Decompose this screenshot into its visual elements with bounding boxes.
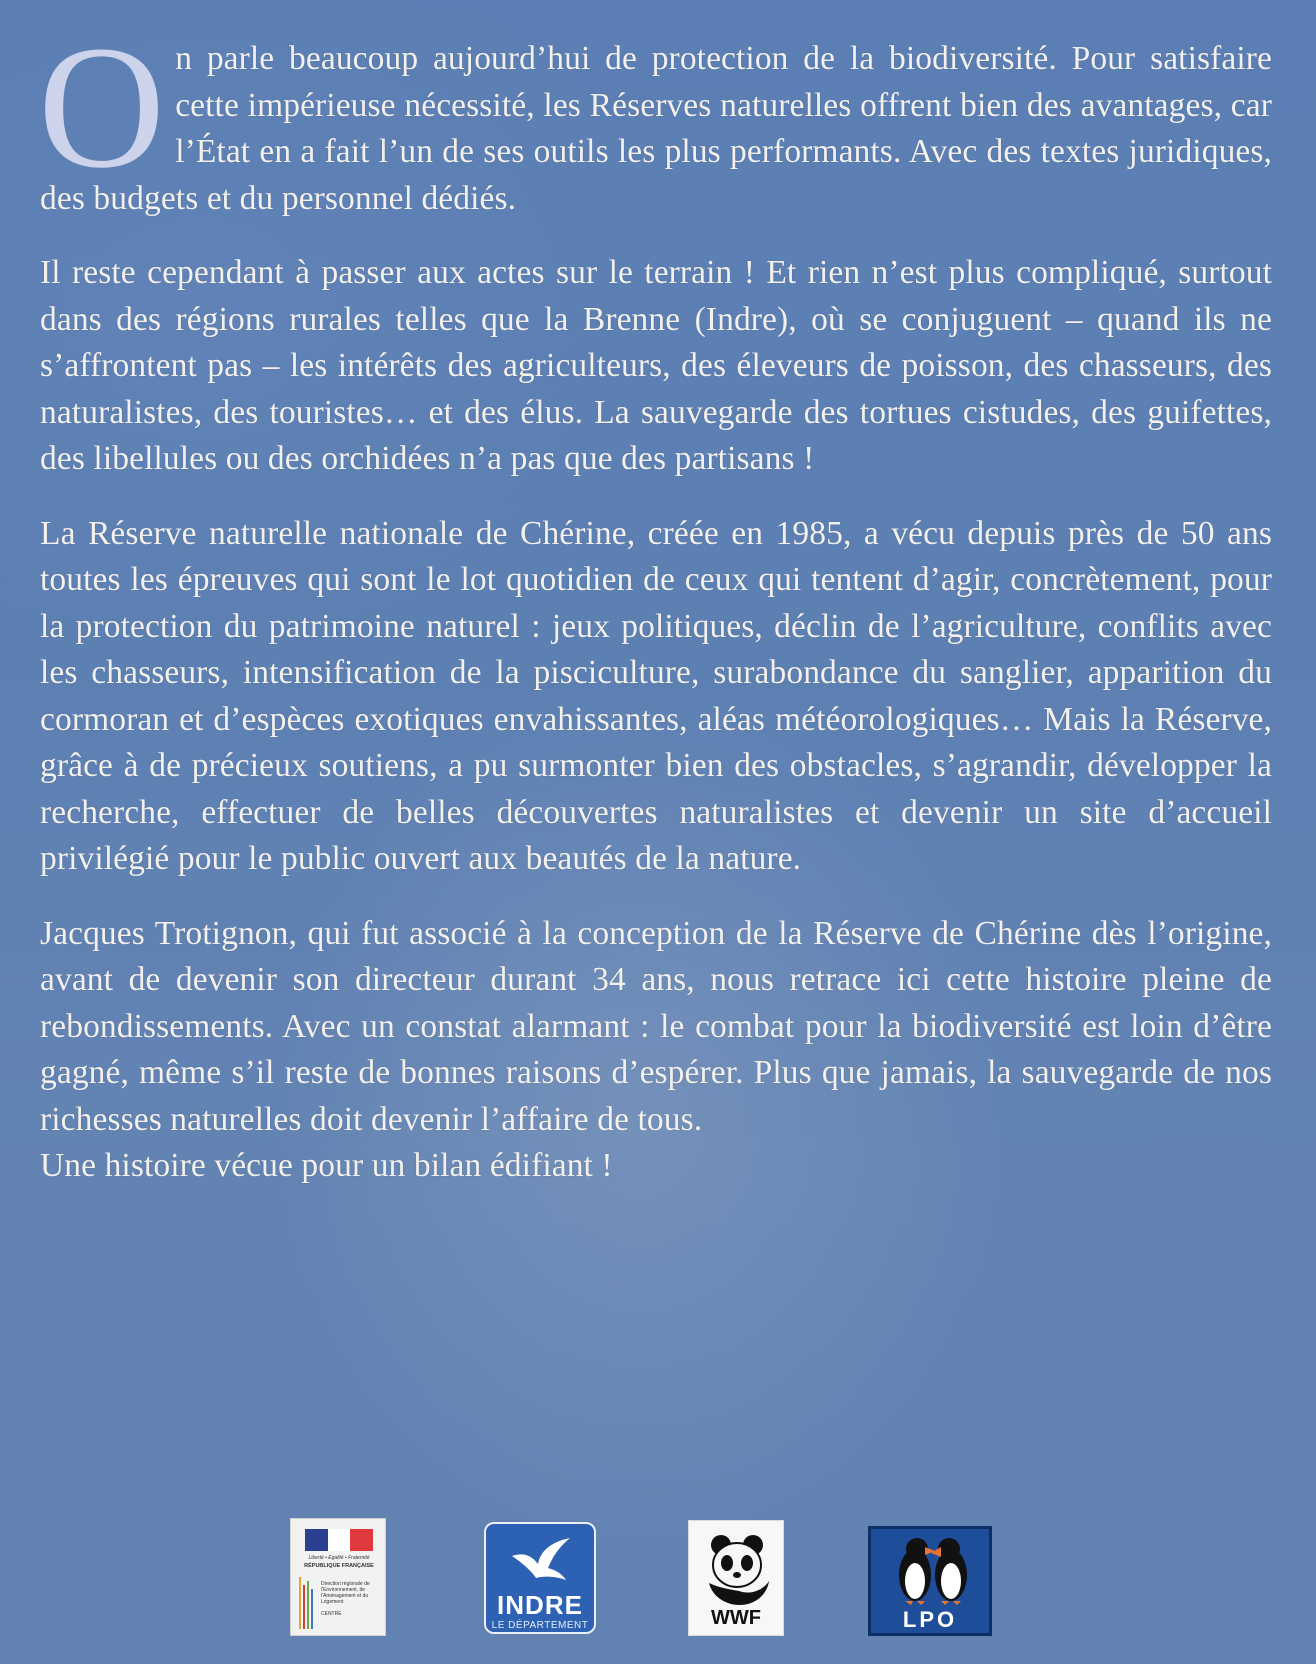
- back-cover-text: [38, 10, 1272, 1190]
- paragraph-spacer: [40, 483, 1272, 511]
- wwf-text: WWF: [711, 1607, 761, 1629]
- paragraph-intro: [38, 10, 1272, 222]
- bird-icon: [506, 1534, 576, 1586]
- indre-name: INDRE: [497, 1590, 583, 1620]
- rf-description: Direction régionale de l'Environnement, de l'Aménagement et du Logement CENTRE: [321, 1581, 370, 1617]
- french-flag-icon: [305, 1529, 373, 1551]
- drop-cap: O: [38, 10, 166, 205]
- indre-subtitle: LE DÉPARTEMENT: [491, 1620, 589, 1631]
- paragraph-spacer: [40, 222, 1272, 250]
- paragraph-reserve: La Réserve naturelle nationale de Chérine, créée en 1985, a vécu depuis près de 50 ans toutes les épreuves qui sont le lot quotidien de ceux qui tentent d’agir, concrètement, pour la protection du patrimoine naturel : jeux politiques, déclin de l’agriculture, conflits avec les chasseurs, intensification de la pisciculture, surabondance du sanglier, apparition du cormoran et d’espèces exotiques envahissantes, aléas météorologiques… Mais la Réserve, grâce à de précieux soutiens, a pu surmonter bien des obstacles, s’agrandir, développer la recherche, effectuer de belles découvertes naturalistes et devenir un site d’accueil privilégié pour le public ouvert aux beautés de la nature.: [40, 514, 1272, 877]
- paragraph-intro-text: n parle beaucoup aujourd’hui de protection de la biodiversité. Pour satisfaire cette impérieuse nécessité, les Réserves naturelles offrent bien des avantages, car l’État en a fait l’un de ses outils les plus performants. Avec des textes juridiques, des budgets et du personnel dédiés.: [40, 40, 1272, 217]
- indre-departement-logo: [484, 1522, 596, 1634]
- rf-motto: Liberté • Égalité • Fraternité: [308, 1555, 370, 1561]
- paragraph-terrain: Il reste cependant à passer aux actes sur le terrain ! Et rien n’est plus compliqué, surtout dans des régions rurales telles que la Brenne (Indre), où se conjuguent – quand ils ne s’affrontent pas – les intérêts des agriculteurs, des éleveurs de poisson, des chasseurs, des naturalistes, des touristes… et des élus. La sauvegarde des tortues cistudes, des guifettes, des libellules ou des orchidées n’a pas que des partisans !: [40, 254, 1272, 477]
- paragraph-author: Jacques Trotignon, qui fut associé à la conception de la Réserve de Chérine dès l’origine, avant de devenir son directeur durant 34 ans, nous retrace ici cette histoire pleine de rebondissements. Avec un constat alarmant : le combat pour la biodiversité est loin d’être gagné, même s’il reste de bonnes raisons d’espérer. Plus que jamais, la sauvegarde de nos richesses naturelles doit devenir l’affaire de tous.: [40, 914, 1272, 1138]
- rf-name: RÉPUBLIQUE FRANÇAISE: [304, 1563, 374, 1569]
- wwf-logo: [688, 1520, 784, 1636]
- dreal-bars-icon: [299, 1577, 317, 1629]
- panda-icon: [699, 1529, 775, 1607]
- lpo-logo: [868, 1526, 992, 1636]
- partner-logos: [0, 1516, 1316, 1646]
- republique-francaise-logo: [290, 1518, 386, 1636]
- paragraph-tagline: Une histoire vécue pour un bilan édifiant !: [40, 1147, 613, 1184]
- lpo-text: LPO: [902, 1607, 958, 1632]
- paragraph-spacer: [40, 883, 1272, 911]
- puffins-icon: [877, 1531, 989, 1607]
